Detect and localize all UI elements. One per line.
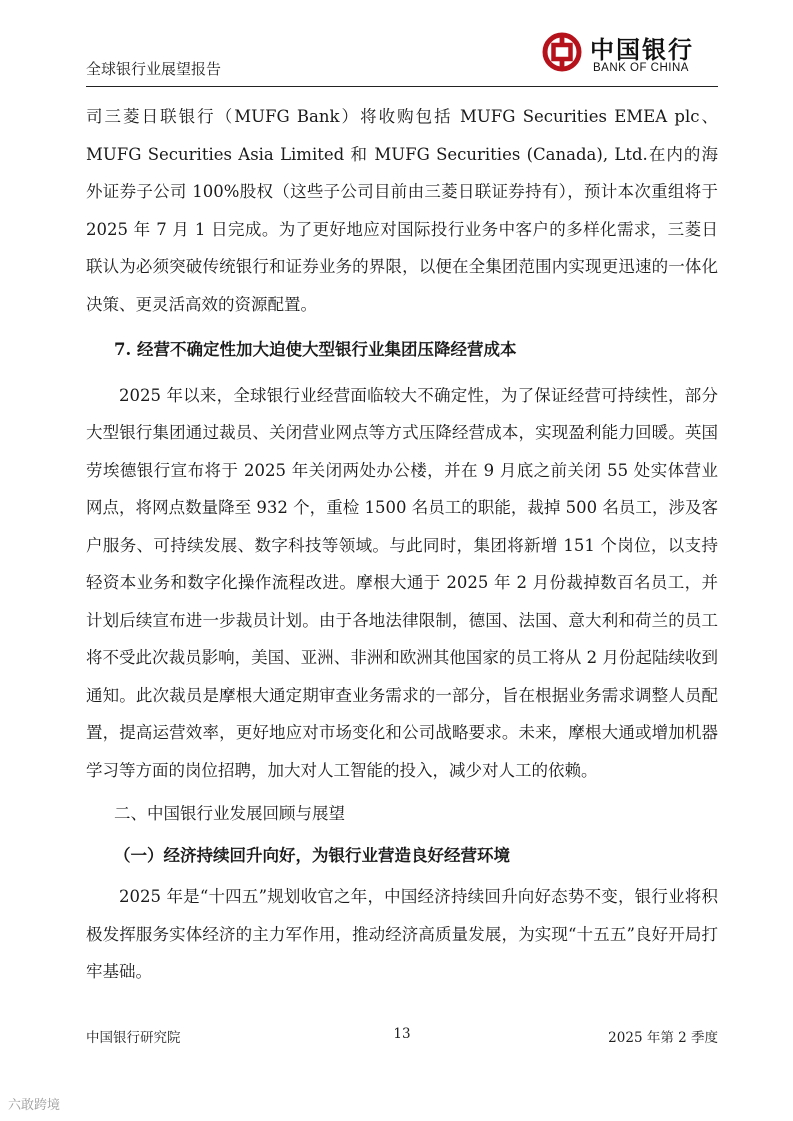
paragraph-mufg-restructuring: 司三菱日联银行（MUFG Bank）将收购包括 MUFG Securities EMEA plc、MUFG Securities Asia Limited 和 MUFG Securities (Canada), Ltd.在内的海外证券子公司 100%股权（这些子公司目前由三菱日联证券持有），预计本次重组将于 2025 年 7 月 1 日完成。为了更好地应对国际投行业务中客户的多样化需求，三菱日联认为必须突破传统银行和证券业务的界限，以便在全集团范围内实现更迅速的一体化决策、更灵活高效的资源配置。 xyxy=(86,107,718,314)
logo-english-name: BANK OF CHINA xyxy=(593,62,689,74)
heading-section-7: 7. 经营不确定性加大迫使大型银行业集团压降经营成本 xyxy=(114,340,517,359)
heading-chapter-2: 二、中国银行业发展回顾与展望 xyxy=(114,804,345,823)
bank-of-china-logo xyxy=(542,28,718,80)
page-footer xyxy=(86,1026,718,1046)
footer-period: 2025 年第 2 季度 xyxy=(608,1030,718,1046)
page-header xyxy=(86,28,718,84)
paragraph-cost-reduction: 2025 年以来，全球银行业经营面临较大不确定性，为了保证经营可持续性，部分大型银行集团通过裁员、关闭营业网点等方式压降经营成本，实现盈利能力回暖。英国劳埃德银行宣布将于 2025 年关闭两处办公楼，并在 9 月底之前关闭 55 处实体营业网点，将网点数量降至 932 个，重检 1500 名员工的职能，裁掉 500 名员工，涉及客户服务、可持续发展、数字科技等领域。与此同时，集团将新增 151 个岗位，以支持轻资本业务和数字化操作流程改进。摩根大通于 2025 年 2 月份裁掉数百名员工，并计划后续宣布进一步裁员计划。由于各地法律限制，德国、法国、意大利和荷兰的员工将不受此次裁员影响，美国、亚洲、非洲和欧洲其他国家的员工将从 2 月份起陆续收到通知。此次裁员是摩根大通定期审查业务需求的一部分，旨在根据业务需求调整人员配置，提高运营效率，更好地应对市场变化和公司战略要求。未来，摩根大通或增加机器学习等方面的岗位招聘，加大对人工智能的投入，减少对人工的依赖。 xyxy=(86,385,718,780)
page-number: 13 xyxy=(393,1026,411,1042)
watermark: 六敢跨境 xyxy=(8,1098,61,1113)
bank-of-china-emblem-icon xyxy=(542,32,582,72)
report-title: 全球银行业展望报告 xyxy=(86,60,222,78)
footer-institute: 中国银行研究院 xyxy=(86,1030,181,1046)
header-divider xyxy=(86,86,718,87)
logo-chinese-name: 中国银行 xyxy=(590,35,694,64)
paragraph-economic-outlook: 2025 年是“十四五”规划收官之年，中国经济持续回升向好态势不变，银行业将积极发挥服务实体经济的主力军作用，推动经济高质量发展，为实现“十五五”良好开局打牢基础。 xyxy=(86,887,718,981)
heading-subsection-1: （一）经济持续回升向好，为银行业营造良好经营环境 xyxy=(114,845,510,865)
page-body xyxy=(86,98,718,991)
